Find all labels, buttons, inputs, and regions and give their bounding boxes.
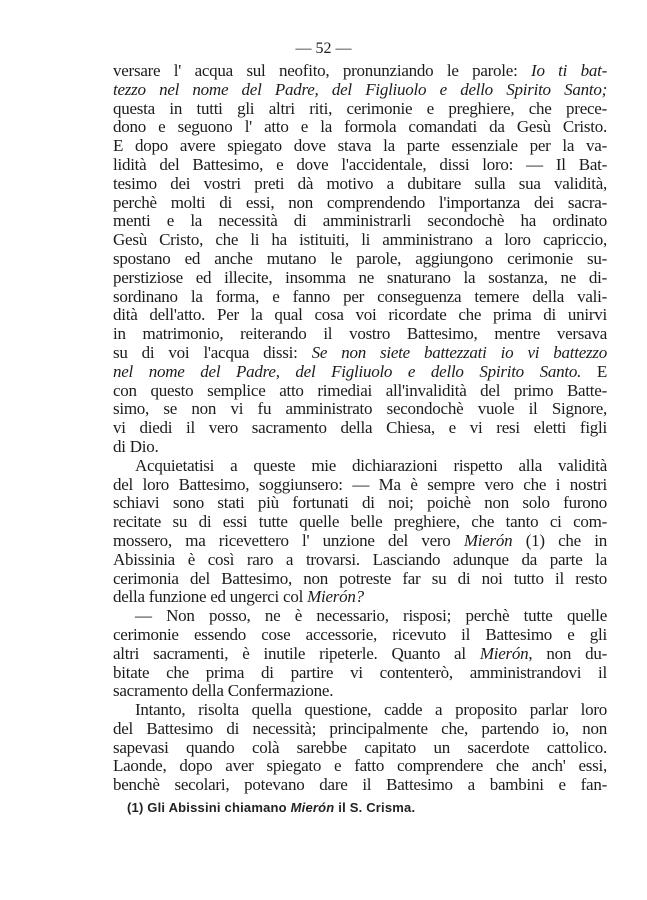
text-run: sacramento della Confermazione. <box>113 681 334 701</box>
text-line <box>113 626 607 645</box>
text-run: — Non posso, ne è necessario, risposi; perchè tutte quelle <box>135 606 607 626</box>
text-run: mossero, ma ricevettero l' unzione del vero <box>113 530 464 550</box>
text-run: simo, se non vi fu amministrato secondochè vuole il Signore, <box>113 399 607 419</box>
text-run: perstiziose ed illecite, insomma ne snaturano la sostanza, ne di- <box>113 267 607 287</box>
text-line <box>113 419 607 438</box>
italic-text: tezzo nel nome del Padre, del Figliuolo e dello Spirito Santo; <box>113 79 607 99</box>
text-line <box>113 194 607 213</box>
text-line <box>113 344 607 363</box>
text-line <box>113 269 607 288</box>
text-run: Laonde, dopo aver spiegato e fatto comprendere che anch' essi, <box>113 756 607 776</box>
text-run: questa in tutti gli altri riti, cerimonie e preghiere, che prece- <box>113 98 607 118</box>
text-run: E <box>581 361 607 381</box>
text-line <box>113 81 607 100</box>
text-run: bitate che prima di partire vi contenterò, amministrandovi il <box>113 662 607 682</box>
text-line <box>113 513 607 532</box>
italic-text: Mierón <box>479 643 529 663</box>
text-run: recitate su di essi tutte quelle belle preghiere, che tanto ci com- <box>113 512 607 532</box>
text-line <box>113 306 607 325</box>
text-line <box>113 250 607 269</box>
text-line <box>113 720 607 739</box>
text-run: il S. Crisma. <box>334 800 416 815</box>
text-line <box>113 156 607 175</box>
text-run: dono e seguono l' atto e la formola comandati da Gesù Cristo. <box>113 117 607 137</box>
text-run: Abissinia è così raro a trovarsi. Lasciando adunque da parte la <box>113 549 607 569</box>
text-run: altri sacramenti, è inutile ripeterle. Quanto al <box>113 643 480 663</box>
text-line <box>113 551 607 570</box>
text-run: vi diedi il vero sacramento della Chiesa, e vi resi eletti figli <box>113 418 607 438</box>
text-run: tesimo dei vostri preti dà motivo a dubitare sulla sua validità, <box>113 173 607 193</box>
text-line <box>113 438 607 457</box>
text-run: E dopo avere spiegato dove stava la parte essenziale per la va- <box>113 136 607 156</box>
italic-text: Mierón <box>463 530 513 550</box>
text-run: su di voi l'acqua dissi: <box>113 342 312 362</box>
text-run: sordinano la forma, e fanno per conseguenza temere della vali- <box>113 286 607 306</box>
text-line <box>113 288 607 307</box>
italic-text: Mierón <box>290 800 335 815</box>
text-line <box>113 645 607 664</box>
text-line <box>113 382 607 401</box>
text-run: dità dell'atto. Per la qual cosa voi ricordate che prima di unirvi <box>113 305 607 325</box>
text-run: del Battesimo di necessità; principalmente che, partendo io, non <box>113 718 607 738</box>
text-run: lidità del Battesimo, e dove l'accidentale, dissi loro: — Il Bat- <box>113 154 607 174</box>
text-line <box>113 137 607 156</box>
text-run: spostano ed anche mutano le parole, aggiungono cerimonie su- <box>113 248 607 268</box>
text-run: Intanto, risolta quella questione, cadde a proposito parlar loro <box>135 700 607 720</box>
text-line <box>113 739 607 758</box>
text-run: (1) che in <box>512 530 607 550</box>
text-line <box>113 682 607 701</box>
text-line <box>113 325 607 344</box>
text-line <box>113 532 607 551</box>
italic-text: Io ti bat- <box>531 61 607 80</box>
italic-text: Mierón? <box>307 587 364 607</box>
text-run: cerimonia del Battesimo, non potreste far su di noi tutto il resto <box>113 568 607 588</box>
text-run: , non du- <box>528 643 607 663</box>
text-line <box>113 776 607 795</box>
text-line <box>113 570 607 589</box>
text-run: di Dio. <box>113 436 159 456</box>
text-line <box>113 363 607 382</box>
text-line <box>113 757 607 776</box>
text-run: con questo semplice atto rimediai all'invalidità del primo Batte- <box>113 380 607 400</box>
text-run: della funzione ed ungerci col <box>113 587 308 607</box>
text-line <box>113 118 607 137</box>
text-run: cerimonie essendo cose accessorie, ricevuto il Battesimo e gli <box>113 624 607 644</box>
text-line <box>113 175 607 194</box>
text-line <box>113 62 607 81</box>
body-text <box>113 62 607 795</box>
text-run: (1) Gli Abissini chiamano <box>127 800 291 815</box>
text-line <box>113 494 607 513</box>
text-line <box>113 664 607 683</box>
text-run: Gesù Cristo, che li ha istituiti, li amministrano a loro capriccio, <box>113 230 607 250</box>
text-run: del loro Battesimo, soggiunsero: — Ma è sempre vero che i nostri <box>113 474 607 494</box>
text-run: schiavi sono stati più fortunati di noi; poichè non solo furono <box>113 493 607 513</box>
page-number: — 52 — <box>295 40 352 57</box>
text-line <box>113 212 607 231</box>
text-line <box>113 231 607 250</box>
text-run: benchè secolari, potevano dare il Battesimo a bambini e fan- <box>113 775 607 795</box>
text-line <box>113 588 607 607</box>
text-line <box>113 701 607 720</box>
text-run: sapevasi quando colà sarebbe capitato un sacerdote cattolico. <box>113 737 607 757</box>
italic-text: nel nome del Padre, del Figliuolo e dello Spirito Santo. <box>113 361 582 381</box>
text-line <box>113 100 607 119</box>
text-line <box>113 607 607 626</box>
text-line <box>113 457 607 476</box>
text-run: in matrimonio, reiterando il vostro Battesimo, mentre versava <box>113 324 607 344</box>
italic-text: Se non siete battezzati io vi battezzo <box>311 342 607 362</box>
text-run: Acquietatisi a queste mie dichiarazioni rispetto alla validità <box>135 455 607 475</box>
text-run: menti e la necessità di amministrarli secondochè ha ordinato <box>113 211 607 231</box>
text-run: perchè molti di essi, non comprendendo l'importanza dei sacra- <box>113 192 607 212</box>
text-line <box>113 400 607 419</box>
text-line <box>113 476 607 495</box>
text-run: versare l' acqua sul neofito, pronunziando le parole: <box>113 61 532 80</box>
footnote <box>127 800 415 815</box>
